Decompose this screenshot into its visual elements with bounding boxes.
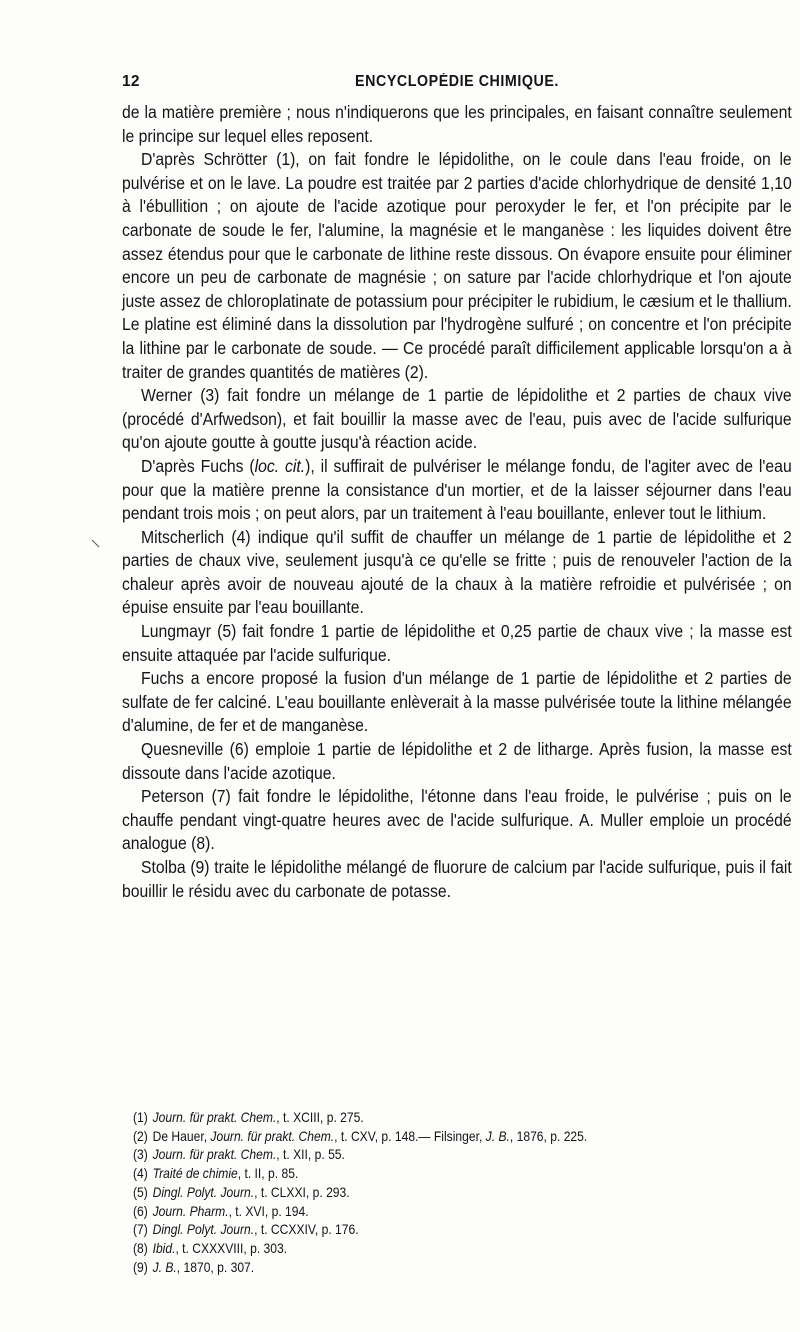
footnote-reference: , t. XVI, p. 194. [228,1203,309,1219]
footnote-reference: , t. XCIII, p. 275. [276,1110,364,1125]
footnote-source: Dingl. Polyt. Journ. [152,1222,255,1238]
footnote [133,1128,783,1147]
footnote-reference: , t. CLXXI, p. 293. [254,1184,350,1200]
footnote-source: Ibid. [152,1240,176,1256]
footnote [133,1184,783,1203]
footnote-number: (7) [133,1222,148,1238]
footnote-number: (6) [133,1203,148,1219]
paragraph-2: D'après Schrötter (1), on fait fondre le lépidolithe, on le coule dans l'eau froide, on le pulvérise et on le lave. La poudre est traitée par 2 parties d'acide chlorhydrique de densité 1,10 à l'ébullition ; on ajoute de l'acide azotique pour peroxyder le fer, et l'on précipite par le carbonate de soude le fer, l'alumine, la magnésie et le manganèse : les liquides doivent être assez étendus pour que le carbonate de lithine reste dissous. On évapore ensuite pour éliminer encore un peu de carbonate de magnésie ; on sature par l'acide chlorhydrique et l'on ajoute juste assez de chloroplatinate de potassium pour précipiter le rubidium, le cæsium et le thallium. Le platine est éliminé dans la dissolution par l'hydrogène sulfuré ; on concentre et l'on précipite la lithine par le carbonate de soude. — Ce procédé paraît difficilement applicable lorsqu'on a à traiter de grandes quantités de matières (2). [122,149,792,382]
footnote-source: Journ. für prakt. Chem. [152,1147,277,1163]
footnote [133,1259,783,1278]
paragraph-4-after: ), il suffirait de pulvériser le mélange fondu, de l'agiter avec de l'eau pour que la matière prenne la consistance d'un mortier, et de la laisser séjourner dans l'eau pendant trois mois ; on peut alors, par un traitement à l'eau bouillante, enlever tout le lithium. [122,455,792,524]
footnote-source: J. B. [152,1259,177,1275]
paragraph-1: de la matière première ; nous n'indiquerons que les principales, en faisant connaître seulement le principe sur lequel elles reposent. [122,102,792,146]
paragraph-8: Quesneville (6) emploie 1 partie de lépidolithe et 2 de litharge. Après fusion, la masse est dissoute dans l'acide azotique. [122,739,792,783]
footnote-number: (4) [133,1166,148,1182]
footnote-number: (2) [133,1128,148,1144]
footnote-source: Journ. für prakt. Chem. [210,1128,335,1144]
paragraph-10: Stolba (9) traite le lépidolithe mélangé de fluorure de calcium par l'acide sulfurique, puis il fait bouillir le résidu avec du carbonate de potasse. [122,857,792,901]
paragraph-6: Lungmayr (5) fait fondre 1 partie de lépidolithe et 0,25 partie de chaux vive ; la masse est ensuite attaquée par l'acide sulfurique. [122,621,792,665]
footnote-number: (3) [133,1147,148,1163]
paragraph-3: Werner (3) fait fondre un mélange de 1 partie de lépidolithe et 2 parties de chaux vive (procédé d'Arfwedson), et fait bouillir la masse avec de l'eau, puis avec de l'acide sulfurique qu'on ajoute goutte à goutte jusqu'à réaction acide. [122,385,792,453]
footnote [133,1221,783,1240]
paragraph-7: Fuchs a encore proposé la fusion d'un mélange de 1 partie de lépidolithe et 2 parties de sulfate de fer calciné. L'eau bouillante enlèverait à la masse pulvérisée toute la lithine mélangée d'alumine, de fer et de manganèse. [122,668,792,736]
footnote-number: (5) [133,1184,148,1200]
footnote-source-2: J. B. [485,1128,510,1144]
footnote-source: Dingl. Polyt. Journ. [152,1184,255,1200]
footnote-reference-2: , 1876, p. 225. [509,1128,588,1144]
footnote [133,1240,783,1259]
footnote [133,1203,783,1222]
footnote-source: Journ. für prakt. Chem. [152,1110,277,1125]
footnote-author: De Hauer, [152,1128,211,1144]
footnote-reference: , 1870, p. 307. [176,1259,255,1275]
footnotes [133,1109,783,1277]
footnote-source: Traité de chimie [152,1166,238,1182]
footnote-reference: , t. II, p. 85. [237,1166,299,1182]
paragraph-9: Peterson (7) fait fondre le lépidolithe, l'étonne dans l'eau froide, le pulvérise ; puis on le chauffe pendant vingt-quatre heures avec de l'acide sulfurique. A. Muller emploie un procédé analogue (8). [122,786,792,854]
margin-pencil-mark [91,539,101,549]
footnote [133,1165,783,1184]
footnote-number: (9) [133,1259,148,1275]
footnote-reference: , t. CXV, p. 148.— Filsinger, [334,1128,486,1144]
footnote-number: (8) [133,1240,148,1256]
footnote-reference: , t. XII, p. 55. [276,1147,345,1163]
running-title: ENCYCLOPÉDIE CHIMIQUE. [355,73,559,90]
paragraph-4 [122,455,792,526]
paragraph-4-citation: loc. cit. [254,455,306,476]
page-number: 12 [122,73,140,90]
paragraph-5: Mitscherlich (4) indique qu'il suffit de chauffer un mélange de 1 partie de lépidolithe et 2 parties de chaux vive, seulement jusqu'à ce qu'elle se fritte ; puis de renouveler l'action de la chaleur après avoir de nouveau ajouté de la chaux à la matière refroidie et pulvérisée ; on épuise ensuite par l'eau bouillante. [122,526,792,618]
running-head [122,73,792,97]
footnote-number: (1) [133,1110,148,1125]
footnote-source: Journ. Pharm. [152,1203,229,1219]
footnote-reference: , t. CXXXVIII, p. 303. [175,1240,288,1256]
body-text [122,101,792,903]
footnote-reference: , t. CCXXIV, p. 176. [254,1222,359,1238]
paragraph-4-before: D'après Fuchs ( [141,455,255,476]
footnote [133,1109,783,1128]
footnote [133,1146,783,1165]
